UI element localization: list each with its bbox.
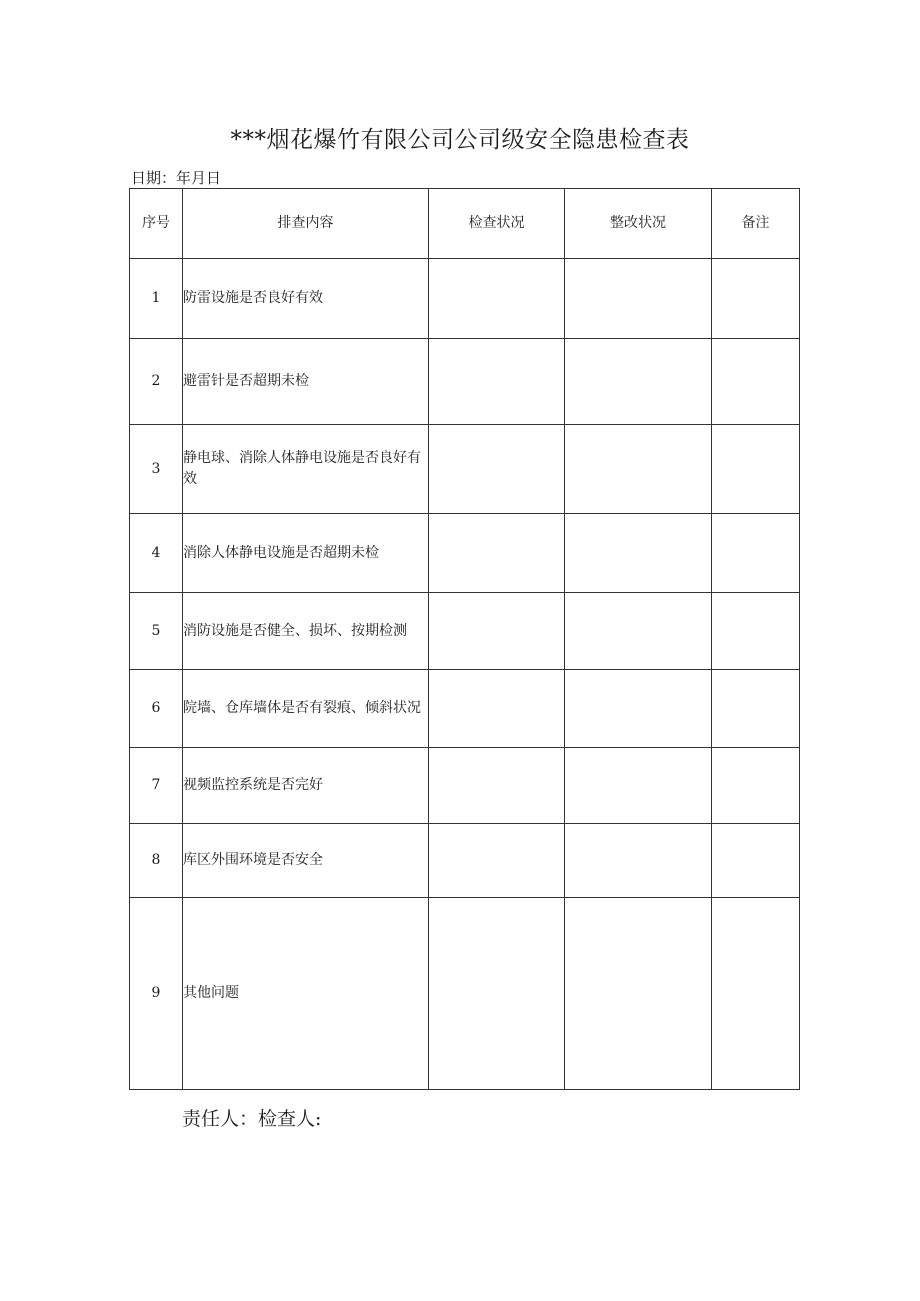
- check-status-cell[interactable]: [429, 514, 565, 593]
- note-cell[interactable]: [712, 898, 800, 1090]
- note-cell[interactable]: [712, 748, 800, 824]
- note-cell[interactable]: [712, 425, 800, 514]
- fix-status-cell[interactable]: [565, 339, 712, 425]
- fix-status-cell[interactable]: [565, 259, 712, 339]
- check-status-cell[interactable]: [429, 593, 565, 670]
- fix-status-cell[interactable]: [565, 748, 712, 824]
- table-row: [130, 824, 800, 898]
- row-item: 其他问题: [183, 898, 429, 1090]
- fix-status-cell[interactable]: [565, 514, 712, 593]
- fix-status-cell[interactable]: [565, 593, 712, 670]
- row-item: 视频监控系统是否完好: [183, 748, 429, 824]
- note-cell[interactable]: [712, 259, 800, 339]
- row-number: 4: [130, 514, 183, 593]
- note-cell[interactable]: [712, 514, 800, 593]
- row-item: 消防设施是否健全、损坏、按期检测: [183, 593, 429, 670]
- check-status-cell[interactable]: [429, 339, 565, 425]
- row-number: 7: [130, 748, 183, 824]
- row-number: 5: [130, 593, 183, 670]
- fix-status-cell[interactable]: [565, 824, 712, 898]
- check-status-cell[interactable]: [429, 748, 565, 824]
- row-number: 3: [130, 425, 183, 514]
- table-row: [130, 670, 800, 748]
- document-title: ***烟花爆竹有限公司公司级安全隐患检查表: [230, 127, 690, 153]
- note-cell[interactable]: [712, 593, 800, 670]
- header-cell-fix: 整改状况: [565, 189, 712, 259]
- row-number: 1: [130, 259, 183, 339]
- fix-status-cell[interactable]: [565, 670, 712, 748]
- row-number: 8: [130, 824, 183, 898]
- row-item: 避雷针是否超期未检: [183, 339, 429, 425]
- check-status-cell[interactable]: [429, 824, 565, 898]
- row-item: 消除人体静电设施是否超期未检: [183, 514, 429, 593]
- row-item: 防雷设施是否良好有效: [183, 259, 429, 339]
- fix-status-cell[interactable]: [565, 898, 712, 1090]
- row-number: 6: [130, 670, 183, 748]
- fix-status-cell[interactable]: [565, 425, 712, 514]
- row-item: 库区外围环境是否安全: [183, 824, 429, 898]
- check-status-cell[interactable]: [429, 259, 565, 339]
- note-cell[interactable]: [712, 824, 800, 898]
- table-row: [130, 748, 800, 824]
- row-number: 2: [130, 339, 183, 425]
- table-row: [130, 898, 800, 1090]
- check-status-cell[interactable]: [429, 425, 565, 514]
- header-cell-note: 备注: [712, 189, 800, 259]
- row-item: 静电球、消除人体静电设施是否良好有效: [183, 425, 429, 514]
- table-row: [130, 593, 800, 670]
- table-header-row: [130, 189, 800, 259]
- table-row: [130, 514, 800, 593]
- inspection-table: [129, 188, 800, 1090]
- header-cell-item: 排查内容: [183, 189, 429, 259]
- signature-line: 责任人：检查人:: [182, 1108, 322, 1130]
- note-cell[interactable]: [712, 339, 800, 425]
- note-cell[interactable]: [712, 670, 800, 748]
- table-row: [130, 259, 800, 339]
- date-label: 日期：年月日: [131, 169, 222, 187]
- row-number: 9: [130, 898, 183, 1090]
- table-row: [130, 425, 800, 514]
- header-cell-no: 序号: [130, 189, 183, 259]
- check-status-cell[interactable]: [429, 898, 565, 1090]
- check-status-cell[interactable]: [429, 670, 565, 748]
- table-row: [130, 339, 800, 425]
- row-item: 院墙、仓库墙体是否有裂痕、倾斜状况: [183, 670, 429, 748]
- header-cell-check: 检查状况: [429, 189, 565, 259]
